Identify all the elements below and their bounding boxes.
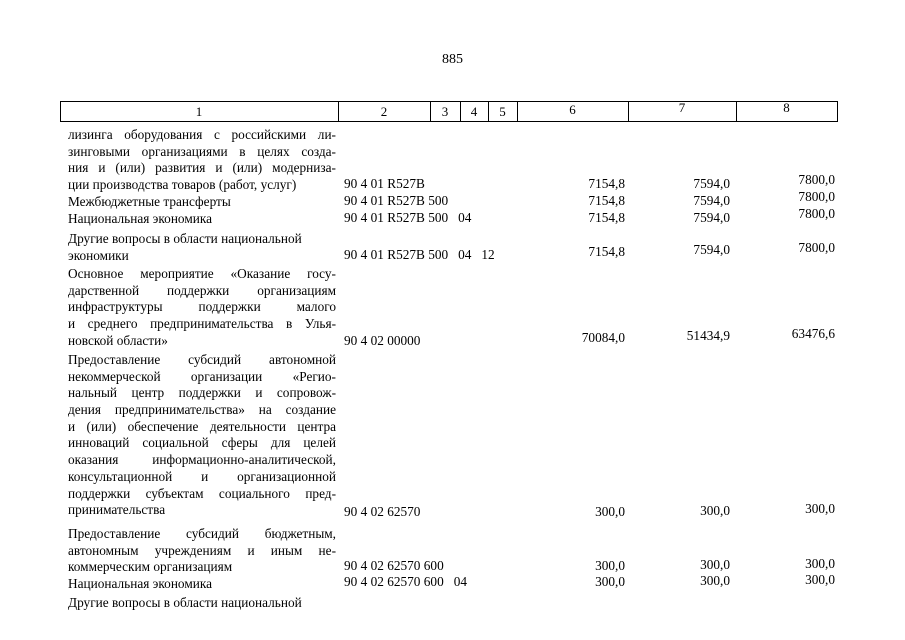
- text-line: и (или) обеспечение деятельности центра: [68, 418, 336, 434]
- text-line: принимательства: [68, 502, 166, 518]
- value-col-6: 70084,0: [581, 330, 625, 345]
- value-col-6: 300,0: [595, 574, 625, 589]
- text-line: Национальная экономика: [68, 211, 213, 226]
- value-col-6: 7154,8: [588, 176, 625, 191]
- table-row: [0, 558, 905, 575]
- column-header-1: 1: [195, 104, 203, 119]
- text-line: Предоставление субсидий бюджетным,: [68, 526, 336, 541]
- budget-code: 90 4 01 R527B: [344, 176, 425, 191]
- column-header-3: 3: [441, 104, 449, 119]
- value-col-8: 300,0: [805, 572, 835, 587]
- text-line: Межбюджетные трансферты: [68, 194, 231, 209]
- column-header-7: 7: [678, 100, 686, 115]
- text-line: коммерческим организациям: [68, 559, 233, 575]
- table-row: [0, 172, 905, 193]
- value-col-8: 7800,0: [798, 172, 835, 187]
- column-divider: [837, 102, 838, 121]
- budget-code: 90 4 02 00000: [344, 333, 421, 348]
- text-line: ции производства товаров (работ, услуг): [68, 177, 297, 193]
- text-line: экономики: [68, 247, 129, 263]
- value-col-8: 300,0: [805, 556, 835, 571]
- budget-code: 90 4 01 R527B 500: [344, 193, 449, 208]
- text-line: Другие вопросы в области национальной: [68, 595, 302, 610]
- budget-code: 90 4 02 62570: [344, 504, 421, 519]
- value-col-8: 7800,0: [798, 240, 835, 255]
- table-row: [0, 501, 905, 521]
- value-col-6: 7154,8: [588, 244, 625, 259]
- column-header-2: 2: [380, 104, 388, 119]
- table-row: [0, 326, 905, 350]
- column-header-5: 5: [499, 104, 506, 119]
- value-col-6: 300,0: [595, 558, 625, 573]
- text-line: консультационной и организационной: [68, 468, 336, 484]
- value-col-7: 300,0: [700, 557, 730, 572]
- value-col-7: 7594,0: [693, 193, 730, 208]
- text-line: лизинга оборудования с российскими ли-: [68, 127, 336, 142]
- text-line: дарственной поддержки организациям: [68, 282, 336, 298]
- value-col-7: 51434,9: [686, 328, 730, 343]
- value-col-7: 7594,0: [693, 176, 730, 191]
- value-col-8: 7800,0: [798, 206, 835, 221]
- value-col-7: 300,0: [700, 573, 730, 588]
- budget-code: 90 4 01 R527B 500 04: [344, 210, 472, 225]
- text-line: Другие вопросы в области национальной: [68, 231, 302, 246]
- text-line: зинговыми организациями в целях созда-: [68, 143, 336, 159]
- column-header-8: 8: [783, 100, 790, 115]
- value-col-6: 300,0: [595, 504, 625, 519]
- budget-code: 90 4 01 R527B 500 04 12: [344, 247, 495, 262]
- budget-code: 90 4 02 62570 600 04: [344, 574, 467, 589]
- text-line: нальный центр поддержки и сопровож-: [68, 385, 336, 401]
- text-line: поддержки субъектам социального пред-: [68, 485, 336, 501]
- table-row: [0, 240, 905, 264]
- text-line: инноваций социальной сферы для целей: [68, 435, 336, 451]
- value-col-7: 7594,0: [693, 210, 730, 225]
- value-col-8: 300,0: [805, 501, 835, 516]
- value-col-7: 7594,0: [693, 242, 730, 257]
- table-row: [0, 574, 905, 591]
- text-line: дения предпринимательства» на создание: [68, 402, 336, 418]
- value-col-7: 300,0: [700, 503, 730, 518]
- text-line: автономным учреждениям и иным не-: [68, 542, 336, 558]
- text-line: новской области»: [68, 332, 168, 348]
- budget-code: 90 4 02 62570 600: [344, 558, 444, 573]
- value-col-6: 7154,8: [588, 193, 625, 208]
- text-line: инфраструктуры поддержки малого: [68, 299, 336, 315]
- row-description: [68, 595, 336, 612]
- text-line: и среднего предпринимательства в Улья-: [68, 316, 336, 332]
- value-col-6: 7154,8: [588, 210, 625, 225]
- text-line: некоммерческой организации «Регио-: [68, 368, 336, 384]
- column-header-4: 4: [470, 104, 478, 119]
- text-line: оказания информационно-аналитической,: [68, 452, 336, 468]
- text-line: Основное мероприятие «Оказание госу-: [68, 266, 336, 281]
- value-col-8: 63476,6: [791, 326, 835, 341]
- table-header: [60, 101, 838, 122]
- table-row: [0, 189, 905, 210]
- column-header-6: 6: [569, 102, 576, 117]
- row-description: [68, 352, 336, 519]
- text-line: Национальная экономика: [68, 576, 213, 591]
- text-line: Предоставление субсидий автономной: [68, 352, 336, 367]
- value-col-8: 7800,0: [798, 189, 835, 204]
- text-line: ния и (или) развития и (или) модерниза-: [68, 160, 336, 176]
- page-number: 885: [442, 52, 463, 67]
- table-row: [0, 206, 905, 227]
